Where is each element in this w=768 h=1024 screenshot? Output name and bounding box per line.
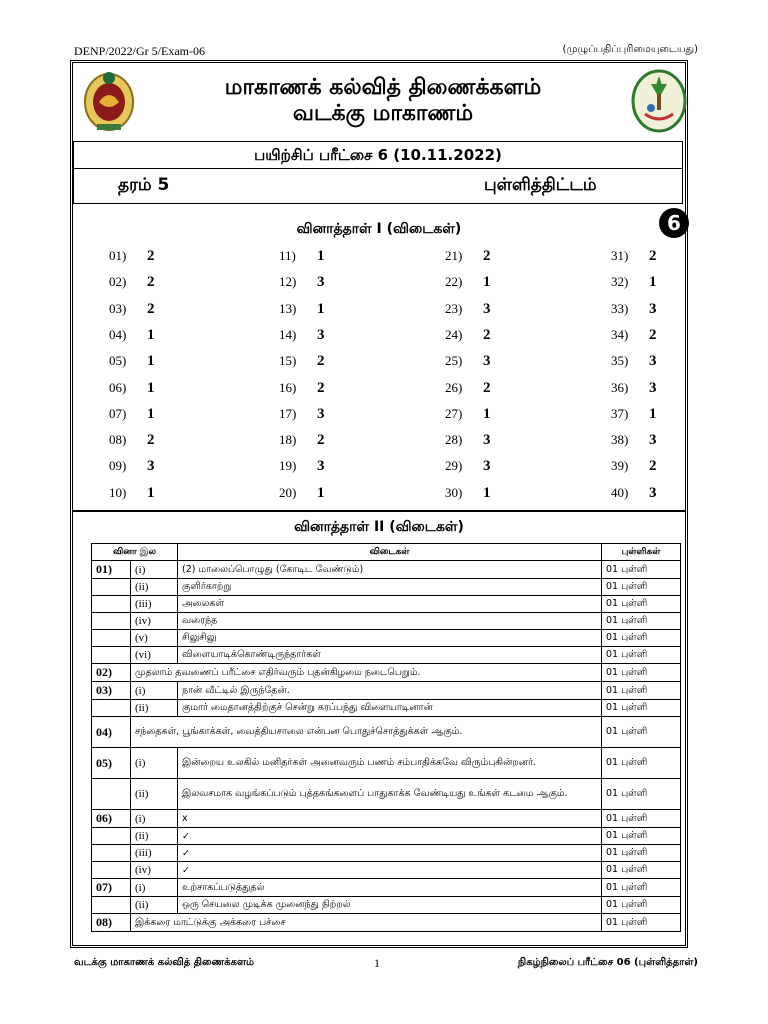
- question-number: 14): [279, 326, 297, 342]
- answer-item: [279, 457, 325, 477]
- answer-value: 3: [483, 353, 491, 370]
- table-row: [92, 879, 681, 897]
- answer-item: [445, 431, 491, 451]
- question-number: 17): [279, 405, 297, 421]
- question-number: 38): [611, 432, 629, 448]
- question-number: 33): [611, 300, 629, 316]
- question-number-cell: [92, 630, 131, 647]
- question-number-cell: [92, 897, 131, 914]
- answer-value: 3: [317, 458, 325, 475]
- question-number: 23): [445, 300, 463, 316]
- answer-cell: ஒரு செயலை முடிக்க முனைந்து நிற்றல்: [178, 897, 602, 914]
- answer-item: [109, 457, 155, 477]
- question-number-cell: 02): [92, 664, 131, 682]
- table-row: [92, 630, 681, 647]
- answer-value: 2: [483, 326, 491, 343]
- answer-item: [611, 273, 657, 293]
- marks-cell: 01 புள்ளி: [602, 613, 681, 630]
- answer-item: [445, 247, 491, 267]
- sub-question-cell: (ii): [131, 700, 178, 717]
- answer-value: 3: [317, 274, 325, 291]
- answer-item: [445, 379, 491, 399]
- answer-value: 1: [317, 248, 325, 264]
- sri-lanka-emblem-icon: [81, 68, 137, 134]
- answer-value: 3: [649, 432, 657, 449]
- answer-item: [279, 273, 325, 293]
- answer-item: [611, 326, 657, 346]
- answer-cell: ✓: [178, 862, 602, 879]
- marks-cell: 01 புள்ளி: [602, 914, 681, 932]
- paper2-answer-table: [91, 543, 681, 932]
- question-number-cell: 06): [92, 810, 131, 828]
- answer-value: 3: [649, 379, 657, 396]
- answer-item: [279, 405, 325, 425]
- answer-item: [109, 352, 155, 372]
- answer-cell: அலைகள்: [178, 596, 602, 613]
- table-row: [92, 596, 681, 613]
- answer-value: 3: [649, 484, 657, 501]
- table-row: [92, 647, 681, 664]
- sub-question-cell: (i): [131, 748, 178, 779]
- table-header-row: [92, 544, 681, 561]
- answer-item: [611, 431, 657, 451]
- question-number: 20): [279, 484, 297, 500]
- question-number-cell: [92, 579, 131, 596]
- question-number-cell: 07): [92, 879, 131, 897]
- answer-value: 1: [649, 405, 657, 422]
- document-header: [73, 63, 685, 139]
- table-row: [92, 579, 681, 596]
- question-number: 32): [611, 274, 629, 290]
- answer-value: 2: [483, 248, 491, 264]
- answer-item: [611, 379, 657, 399]
- copyright-note: (முழுப்பதிப்புரிமையுடையது): [562, 44, 698, 55]
- table-row: [92, 914, 681, 932]
- table-row: [92, 717, 681, 748]
- marks-cell: 01 புள்ளி: [602, 630, 681, 647]
- answer-item: [279, 300, 325, 320]
- answer-item: [611, 352, 657, 372]
- sub-question-cell: (v): [131, 630, 178, 647]
- question-number-cell: 05): [92, 748, 131, 779]
- table-row: [92, 845, 681, 862]
- answer-item: [279, 484, 325, 504]
- answer-value: 1: [147, 484, 155, 501]
- sub-question-cell: (vi): [131, 647, 178, 664]
- question-number: 28): [445, 432, 463, 448]
- answer-value: 2: [147, 274, 155, 291]
- answer-value: 2: [649, 248, 657, 264]
- question-number: 22): [445, 274, 463, 290]
- answer-value: 1: [147, 405, 155, 422]
- answer-item: [109, 273, 155, 293]
- question-number-cell: [92, 828, 131, 845]
- table-row: [92, 779, 681, 810]
- answer-item: [445, 273, 491, 293]
- answer-item: [611, 300, 657, 320]
- answer-cell: நான் வீட்டில் இருந்தேன்.: [178, 682, 602, 700]
- table-row: [92, 862, 681, 879]
- page-number: 1: [374, 956, 380, 970]
- answer-item: [279, 431, 325, 451]
- marks-cell: 01 புள்ளி: [602, 596, 681, 613]
- footer-exam-name: நிகழ்நிலைப் பரீட்சை 06 (புள்ளித்தாள்): [517, 957, 698, 968]
- answer-cell: குமார் மைதானத்திற்குச் சென்று கரப்பந்து விளையாடினான்: [178, 700, 602, 717]
- sub-question-cell: (ii): [131, 579, 178, 596]
- question-number: 18): [279, 432, 297, 448]
- paper1-title: வினாத்தாள் I (விடைகள்): [296, 221, 462, 237]
- question-number: 35): [611, 353, 629, 369]
- question-number: 06): [109, 379, 127, 395]
- answer-value: 2: [317, 379, 325, 396]
- answer-item: [109, 405, 155, 425]
- question-number: 13): [279, 300, 297, 316]
- answer-item: [109, 300, 155, 320]
- sub-question-cell: (iv): [131, 613, 178, 630]
- question-number: 25): [445, 353, 463, 369]
- answer-item: [445, 405, 491, 425]
- answer-value: 3: [649, 353, 657, 370]
- answer-item: [109, 247, 155, 267]
- answer-value: 3: [317, 326, 325, 343]
- marks-cell: 01 புள்ளி: [602, 810, 681, 828]
- grade-label: தரம் 5: [118, 175, 170, 195]
- col-answers: விடைகள்: [178, 544, 602, 561]
- answer-item: [279, 326, 325, 346]
- answer-cell: ✓: [178, 828, 602, 845]
- question-number-cell: [92, 596, 131, 613]
- question-number: 04): [109, 326, 127, 342]
- answer-value: 2: [317, 432, 325, 449]
- sub-question-cell: (iv): [131, 862, 178, 879]
- table-row: [92, 828, 681, 845]
- question-number: 40): [611, 484, 629, 500]
- marks-cell: 01 புள்ளி: [602, 845, 681, 862]
- table-row: [92, 561, 681, 579]
- marks-cell: 01 புள்ளி: [602, 897, 681, 914]
- answer-value: 2: [147, 248, 155, 264]
- answer-item: [109, 379, 155, 399]
- marks-cell: 01 புள்ளி: [602, 579, 681, 596]
- question-number: 26): [445, 379, 463, 395]
- answer-value: 1: [483, 484, 491, 501]
- answer-item: [109, 326, 155, 346]
- marks-cell: 01 புள்ளி: [602, 717, 681, 748]
- col-marks: புள்ளிகள்: [602, 544, 681, 561]
- question-number: 01): [109, 248, 127, 263]
- sub-question-cell: (iii): [131, 845, 178, 862]
- answer-value: 1: [317, 300, 325, 317]
- answer-cell: சிலுசிலு: [178, 630, 602, 647]
- question-number-cell: [92, 647, 131, 664]
- answer-item: [109, 484, 155, 504]
- answer-item: [445, 484, 491, 504]
- answer-item: [611, 247, 657, 267]
- question-number: 03): [109, 300, 127, 316]
- section-divider: [73, 510, 685, 512]
- answer-item: [279, 352, 325, 372]
- question-number: 19): [279, 458, 297, 474]
- answer-value: 3: [483, 300, 491, 317]
- question-number: 15): [279, 353, 297, 369]
- table-row: [92, 664, 681, 682]
- question-number: 10): [109, 484, 127, 500]
- marks-cell: 01 புள்ளி: [602, 561, 681, 579]
- sub-question-cell: (i): [131, 879, 178, 897]
- sub-question-cell: (i): [131, 682, 178, 700]
- answer-cell: (2) மாலைப்பொழுது (கோடிட வேண்டும்): [178, 561, 602, 579]
- sub-question-cell: (i): [131, 561, 178, 579]
- answer-item: [109, 431, 155, 451]
- province-title: வடக்கு மாகாணம்: [292, 101, 474, 126]
- answer-cell: இக்கரை மாட்டுக்கு அக்கரை பச்சை: [131, 914, 602, 932]
- answer-item: [611, 457, 657, 477]
- answer-value: 2: [317, 353, 325, 370]
- exam-number-badge: 6: [659, 208, 689, 238]
- answer-cell: x: [178, 810, 602, 828]
- provincial-emblem-icon: [631, 68, 687, 134]
- answer-value: 1: [147, 353, 155, 370]
- question-number: 21): [445, 248, 463, 263]
- question-number: 30): [445, 484, 463, 500]
- answer-item: [611, 405, 657, 425]
- question-number: 11): [279, 248, 296, 263]
- sub-question-cell: (ii): [131, 897, 178, 914]
- table-row: [92, 682, 681, 700]
- answer-value: 2: [147, 300, 155, 317]
- marks-cell: 01 புள்ளி: [602, 682, 681, 700]
- marks-cell: 01 புள்ளி: [602, 779, 681, 810]
- question-number: 05): [109, 353, 127, 369]
- answer-cell: ✓: [178, 845, 602, 862]
- question-number: 24): [445, 326, 463, 342]
- question-number-cell: [92, 862, 131, 879]
- question-number-cell: 03): [92, 682, 131, 700]
- question-number: 31): [611, 248, 629, 263]
- document-code: DENP/2022/Gr 5/Exam-06: [74, 44, 205, 58]
- answer-value: 1: [483, 405, 491, 422]
- question-number: 16): [279, 379, 297, 395]
- answer-cell: இலவசமாக வழங்கப்படும் புத்தகங்களைப் பாதுகாக்க வேண்டியது உங்கள் கடமை ஆகும்.: [178, 779, 602, 810]
- answer-item: [445, 300, 491, 320]
- answer-item: [445, 326, 491, 346]
- question-number: 02): [109, 274, 127, 290]
- table-row: [92, 897, 681, 914]
- table-row: [92, 613, 681, 630]
- footer-department: வடக்கு மாகாணக் கல்வித் திணைக்களம்: [74, 957, 255, 968]
- answer-value: 1: [649, 274, 657, 291]
- question-number-cell: 01): [92, 561, 131, 579]
- question-number: 29): [445, 458, 463, 474]
- question-number: 36): [611, 379, 629, 395]
- answer-value: 3: [317, 405, 325, 422]
- question-number: 27): [445, 405, 463, 421]
- answer-cell: இன்றைய உலகில் மனிதர்கள் அனைவரும் பணம் சம்பாதிக்கவே விரும்புகின்றனர்.: [178, 748, 602, 779]
- answer-item: [445, 352, 491, 372]
- page-frame: [70, 60, 688, 948]
- answer-value: 3: [147, 458, 155, 475]
- sub-question-cell: (ii): [131, 779, 178, 810]
- question-number: 34): [611, 326, 629, 342]
- marks-cell: 01 புள்ளி: [602, 647, 681, 664]
- department-title: மாகாணக் கல்வித் திணைக்களம்: [224, 75, 542, 100]
- question-number-cell: [92, 779, 131, 810]
- answer-value: 2: [147, 432, 155, 449]
- question-number-cell: [92, 700, 131, 717]
- answer-cell: வரைந்த: [178, 613, 602, 630]
- question-number: 07): [109, 405, 127, 421]
- answer-item: [445, 457, 491, 477]
- question-number: 09): [109, 458, 127, 474]
- table-row: [92, 748, 681, 779]
- answer-value: 2: [649, 326, 657, 343]
- answer-value: 1: [483, 274, 491, 291]
- question-number: 37): [611, 405, 629, 421]
- subject-label: புள்ளித்திட்டம்: [484, 175, 597, 195]
- question-number-cell: 04): [92, 717, 131, 748]
- table-row: [92, 700, 681, 717]
- marks-cell: 01 புள்ளி: [602, 664, 681, 682]
- col-question: வினா இல: [92, 544, 178, 561]
- answer-value: 3: [649, 300, 657, 317]
- table-row: [92, 810, 681, 828]
- answer-value: 2: [649, 458, 657, 475]
- answer-value: 1: [147, 326, 155, 343]
- question-number: 08): [109, 432, 127, 448]
- answer-value: 2: [483, 379, 491, 396]
- answer-value: 1: [147, 379, 155, 396]
- question-number-cell: [92, 613, 131, 630]
- question-number-cell: [92, 845, 131, 862]
- answer-value: 3: [483, 458, 491, 475]
- answer-item: [611, 484, 657, 504]
- question-number: 39): [611, 458, 629, 474]
- answer-item: [279, 247, 325, 267]
- marks-cell: 01 புள்ளி: [602, 700, 681, 717]
- answer-cell: விளையாடிக்கொண்டிருந்தார்கள்: [178, 647, 602, 664]
- marks-cell: 01 புள்ளி: [602, 879, 681, 897]
- sub-question-cell: (ii): [131, 828, 178, 845]
- answer-cell: உற்சாகப்படுத்துதல்: [178, 879, 602, 897]
- answer-value: 1: [317, 484, 325, 501]
- answer-cell: குளிர்காற்று: [178, 579, 602, 596]
- sub-question-cell: (i): [131, 810, 178, 828]
- answer-cell: சந்தைகள், பூங்காக்கள், வைத்தியசாலை என்பன பொதுச்சொத்துக்கள் ஆகும்.: [131, 717, 602, 748]
- marks-cell: 01 புள்ளி: [602, 862, 681, 879]
- answer-cell: முதலாம் தவணைப் பரீட்சை எதிர்வரும் புதன்கிழமை நடைபெறும்.: [131, 664, 602, 682]
- marks-cell: 01 புள்ளி: [602, 828, 681, 845]
- answer-item: [279, 379, 325, 399]
- paper2-title: வினாத்தாள் II (விடைகள்): [294, 519, 464, 535]
- marks-cell: 01 புள்ளி: [602, 748, 681, 779]
- question-number-cell: 08): [92, 914, 131, 932]
- exam-title: பயிற்சிப் பரீட்சை 6 (10.11.2022): [73, 141, 683, 169]
- question-number: 12): [279, 274, 297, 290]
- sub-question-cell: (iii): [131, 596, 178, 613]
- answer-value: 3: [483, 432, 491, 449]
- grade-subject-bar: [73, 167, 683, 204]
